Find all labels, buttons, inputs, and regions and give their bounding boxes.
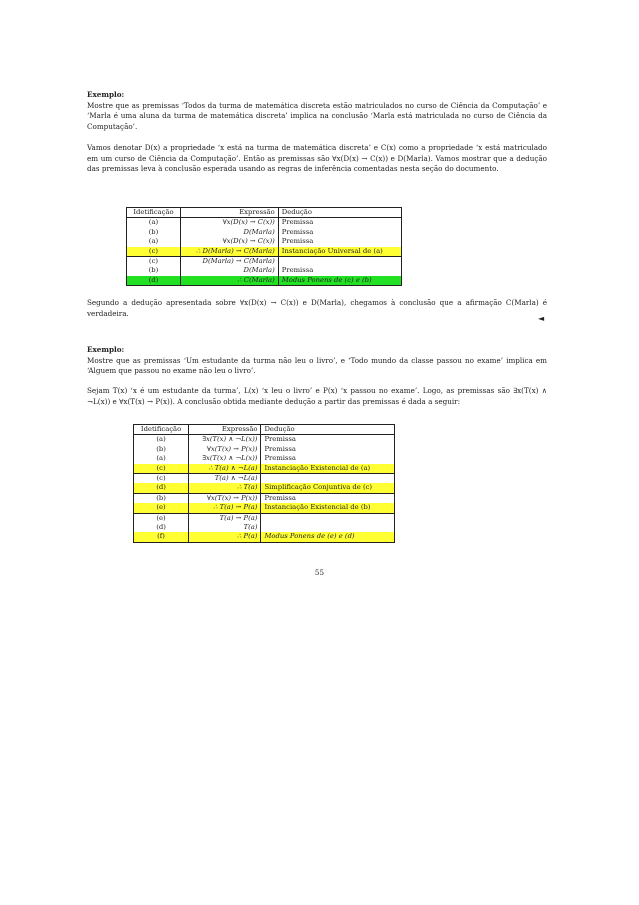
table-row: [127, 218, 402, 228]
cell-identificacao: (b): [134, 445, 189, 454]
table-row: [134, 513, 395, 523]
table-row: [127, 266, 402, 275]
cell-identificacao: (b): [134, 493, 189, 503]
cell-deducao: [261, 523, 395, 532]
cell-identificacao: (d): [134, 483, 189, 493]
cell-expressao: ∴ C(Marla): [180, 276, 278, 286]
cell-expressao: ∀x(T(x) → P(x)): [189, 445, 261, 454]
cell-expressao: ∃x(T(x) ∧ ¬L(x)): [189, 454, 261, 463]
cell-identificacao: (e): [134, 503, 189, 513]
example-2: [87, 345, 547, 377]
table-row: [134, 464, 395, 474]
cell-expressao: ∴ T(a) ∧ ¬L(a): [189, 464, 261, 474]
table-header-row: [127, 208, 402, 218]
table-row: [134, 474, 395, 484]
cell-expressao: T(a) ∧ ¬L(a): [189, 474, 261, 484]
table-row: [134, 532, 395, 542]
cell-deducao: [278, 257, 401, 267]
cell-expressao: D(Marla) → C(Marla): [180, 257, 278, 267]
table-row: [127, 228, 402, 237]
example-2-statement: Mostre que as premissas ‘Um estudante da turma não leu o livro’, e ‘Todo mundo da classe passou no exame’ implica em ‘Alguem que passou no exame não leu o livro’.: [87, 355, 547, 376]
table-row: [134, 454, 395, 463]
cell-expressao: ∀x(T(x) → P(x)): [189, 493, 261, 503]
table-row: [134, 445, 395, 454]
example-1-heading: Exemplo:: [87, 90, 125, 99]
table-row: [134, 493, 395, 503]
cell-deducao: Premissa: [281, 266, 314, 275]
cell-deducao: [261, 474, 395, 484]
cell-deducao: Premissa: [264, 454, 296, 463]
cell-identificacao: (f): [134, 532, 189, 542]
col-header-deducao: Dedução: [278, 208, 401, 218]
cell-identificacao: (d): [134, 523, 189, 532]
cell-deducao: Instanciação Existencial de (a): [261, 464, 395, 474]
table-row: [134, 503, 395, 513]
table-header-row: [134, 425, 395, 435]
cell-deducao: Premissa: [264, 493, 296, 502]
cell-expressao: T(a): [189, 523, 261, 532]
cell-deducao: Premissa: [281, 227, 314, 236]
cell-deducao: Premissa: [264, 444, 296, 453]
cell-expressao: ∴ T(a): [189, 483, 261, 493]
cell-expressao: ∃x(T(x) ∧ ¬L(x)): [189, 435, 261, 445]
cell-expressao: ∀x(D(x) → C(x)): [180, 237, 278, 246]
col-header-identificacao: Idetificação: [134, 425, 189, 435]
col-header-expressao: Expressão: [180, 208, 278, 218]
col-header-expressao: Expressão: [189, 425, 261, 435]
cell-deducao: Simplificação Conjuntiva de (c): [261, 483, 395, 493]
cell-deducao: [261, 513, 395, 523]
cell-expressao: D(Marla): [180, 228, 278, 237]
cell-expressao: T(a) → P(a): [189, 513, 261, 523]
cell-expressao: ∴ D(Marla) → C(Marla): [180, 247, 278, 257]
cell-expressao: D(Marla): [180, 266, 278, 275]
cell-identificacao: (c): [127, 257, 181, 267]
cell-expressao: ∴ P(a): [189, 532, 261, 542]
cell-deducao: Premissa: [281, 218, 314, 227]
table-row: [127, 276, 402, 286]
cell-identificacao: (d): [127, 276, 181, 286]
example-1-statement: Mostre que as premissas ‘Todos da turma de matemática discreta estão matriculados no curso de Ciência da Computação’ e ‘Marla é uma aluna da turma de matemática discreta’ implica na conclusão ‘Marla está matriculada no curso de Ciência da Computação’.: [87, 100, 547, 131]
table-row: [134, 523, 395, 532]
cell-deducao: Premissa: [281, 237, 314, 246]
example-2-heading: Exemplo:: [87, 345, 125, 354]
cell-identificacao: (e): [134, 513, 189, 523]
cell-identificacao: (a): [127, 218, 181, 228]
example-1-conclusion: Segundo a dedução apresentada sobre ∀x(D(x) → C(x)) e D(Marla), chegamos à conclusão que a afirmação C(Marla) é verdadeira.: [87, 298, 547, 318]
table-row: [134, 435, 395, 445]
table-row: [134, 483, 395, 493]
cell-identificacao: (c): [134, 474, 189, 484]
table-row: [127, 237, 402, 246]
cell-identificacao: (c): [127, 247, 181, 257]
cell-deducao: Premissa: [264, 435, 296, 444]
qed-symbol: ◄: [538, 314, 545, 323]
table-row: [127, 257, 402, 267]
cell-deducao: Modus Ponens de (c) e (b): [281, 275, 372, 284]
cell-identificacao: (a): [127, 237, 181, 246]
example-2-explanation: Sejam T(x) ‘x é um estudante da turma’, L(x) ‘x leu o livro’ e P(x) ‘x passou no exame’. Logo, as premissas são ∃x(T(x) ∧ ¬L(x)) e ∀x(T(x) → P(x)). A conclusão obtida mediante dedução a partir das premissas é dada a seguir:: [87, 386, 547, 406]
cell-expressao: ∴ T(a) → P(a): [189, 503, 261, 513]
page-number: 55: [314, 568, 325, 577]
cell-identificacao: (a): [134, 454, 189, 463]
example-1-explanation: Vamos denotar D(x) a propriedade ‘x está na turma de matemática discreta’ e C(x) como a propriedade ‘x está matriculado em um curso de Ciência da Computação’. Então as premissas são ∀x(D(x) → C(x)) e D(Marla). Vamos mostrar que a dedução das premissas leva à conclusão esperada usando as regras de inferência comentadas nesta seção do documento.: [87, 143, 547, 174]
example-1: [87, 90, 547, 132]
table-row: [127, 247, 402, 257]
cell-deducao: Modus Ponens de (e) e (d): [264, 532, 355, 541]
col-header-identificacao: Idetificação: [127, 208, 181, 218]
cell-identificacao: (c): [134, 464, 189, 474]
cell-identificacao: (b): [127, 266, 181, 275]
cell-deducao: Instanciação Universal de (a): [278, 247, 401, 257]
col-header-deducao: Dedução: [261, 425, 395, 435]
cell-identificacao: (b): [127, 228, 181, 237]
deduction-table-2: [133, 424, 395, 543]
cell-identificacao: (a): [134, 435, 189, 445]
deduction-table-1: [126, 207, 402, 286]
cell-deducao: Instanciação Existencial de (b): [261, 503, 395, 513]
cell-expressao: ∀x(D(x) → C(x)): [180, 218, 278, 228]
